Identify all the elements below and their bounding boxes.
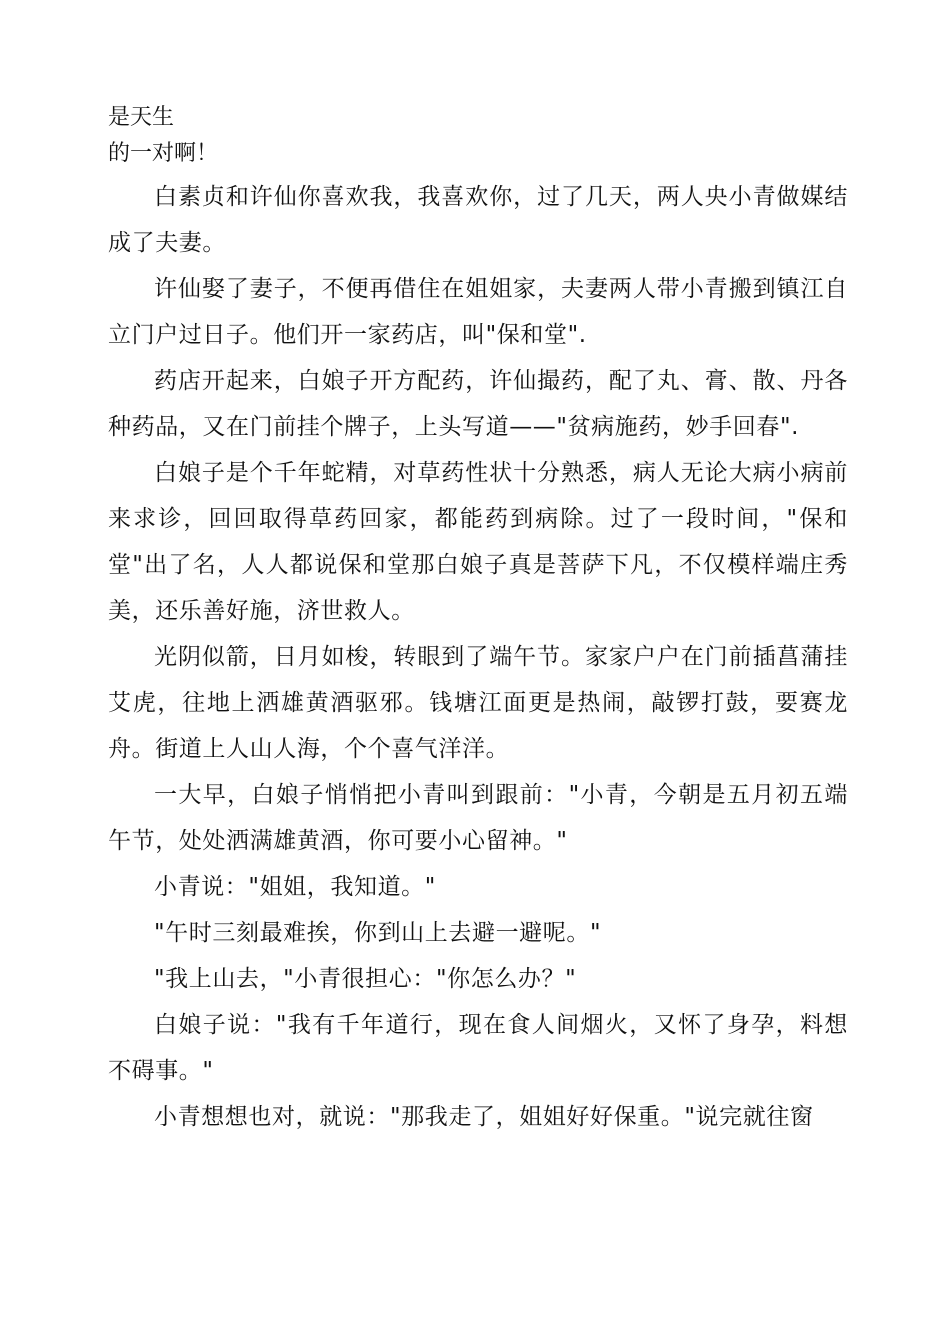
paragraph-5: 光阴似箭，日月如梭，转眼到了端午节。家家户户在门前插菖蒲挂艾虎，往地上洒雄黄酒驱邪。钱塘江面更是热闹，敲锣打鼓，要赛龙舟。街道上人山人海，个个喜气洋洋。 xyxy=(108,644,848,762)
fragment-line-1: 是天生 xyxy=(108,105,175,130)
document-page xyxy=(108,100,848,1140)
paragraph-11: 小青想想也对，就说："那我走了，姐姐好好保重。"说完就往窗 xyxy=(154,1104,814,1130)
paragraph-2: 许仙娶了妻子，不便再借住在姐姐家，夫妻两人带小青搬到镇江自立门户过日子。他们开一家药店，叫"保和堂". xyxy=(108,276,848,348)
paragraph-10: 白娘子说："我有千年道行，现在食人间烟火，又怀了身孕，料想不碍事。" xyxy=(108,1012,848,1084)
paragraph-9: "我上山去，"小青很担心："你怎么办？" xyxy=(154,966,577,992)
paragraph-7: 小青说："姐姐，我知道。" xyxy=(154,874,436,900)
paragraph-6: 一大早，白娘子悄悄把小青叫到跟前："小青，今朝是五月初五端午节，处处洒满雄黄酒，你可要小心留神。" xyxy=(108,782,848,854)
paragraph-3: 药店开起来，白娘子开方配药，许仙撮药，配了丸、膏、散、丹各种药品，又在门前挂个牌子，上头写道——"贫病施药，妙手回春". xyxy=(108,368,848,440)
paragraph-4: 白娘子是个千年蛇精，对草药性状十分熟悉，病人无论大病小病前来求诊，回回取得草药回家，都能药到病除。过了一段时间，"保和堂"出了名，人人都说保和堂那白娘子真是菩萨下凡，不仅模样端庄秀美，还乐善好施，济世救人。 xyxy=(108,460,848,624)
paragraph-1: 白素贞和许仙你喜欢我，我喜欢你，过了几天，两人央小青做媒结成了夫妻。 xyxy=(108,184,848,256)
paragraph-8: "午时三刻最难挨，你到山上去避一避呢。" xyxy=(154,920,602,946)
fragment-line-2: 的一对啊！ xyxy=(108,141,219,166)
